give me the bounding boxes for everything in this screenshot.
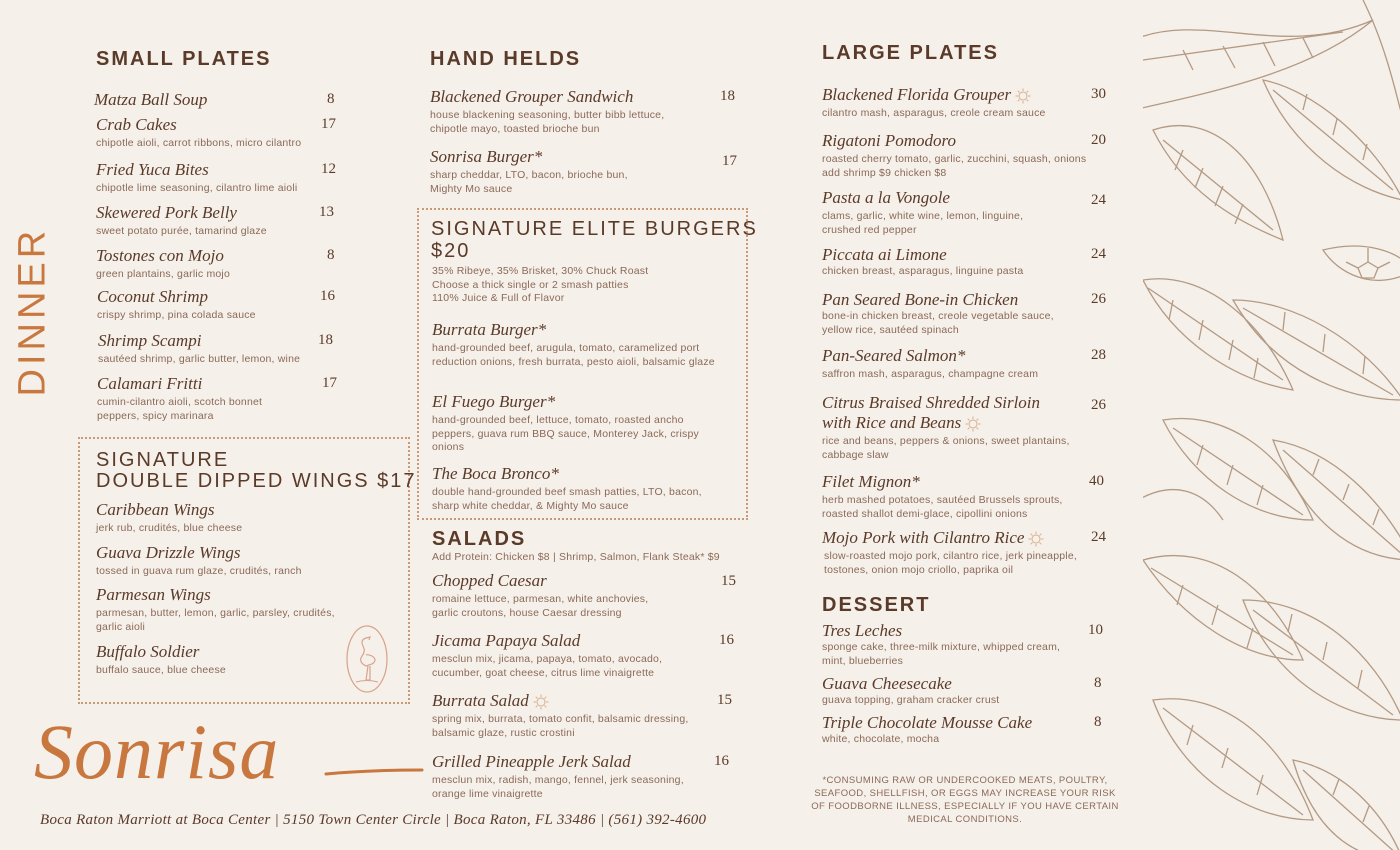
sonrisa-logo	[26, 706, 426, 792]
leaf-pattern-icon	[1143, 0, 1400, 850]
item-name: Fried Yuca Bites	[96, 160, 209, 179]
item-price: 24	[1091, 192, 1106, 208]
item-name: Citrus Braised Shredded Sirloin	[822, 393, 1041, 412]
elite-title-line2: $20	[431, 240, 471, 262]
item-description: cilantro mash, asparagus, creole cream sauce	[822, 107, 1046, 119]
item-description: crispy shrimp, pina colada sauce	[97, 309, 256, 321]
item-description: hand-grounded beef, arugula, tomato, caramelized port reduction onions, fresh burrata, pesto aioli, balsamic glaze	[432, 342, 715, 368]
item-name: Burrata Burger*	[432, 320, 547, 339]
item-price: 18	[720, 88, 735, 104]
item-description: slow-roasted mojo pork, cilantro rice, jerk pineapple, tostones, onion mojo criollo, paprika oil	[824, 550, 1077, 576]
item-price: 16	[320, 288, 335, 304]
item-name: Grilled Pineapple Jerk Salad	[432, 752, 631, 771]
item-name: Rigatoni Pomodoro	[822, 131, 956, 150]
item-description: parmesan, butter, lemon, garlic, parsley, crudités, garlic aioli	[96, 607, 335, 633]
item-description: rice and beans, peppers & onions, sweet plantains, cabbage slaw	[822, 435, 1070, 461]
item-name-text: Blackened Florida Grouper	[822, 85, 1012, 104]
dinner-vertical-title: DINNER	[11, 226, 54, 397]
item-description: guava topping, graham cracker crust	[822, 694, 1000, 706]
menu-item	[432, 320, 732, 369]
item-price: 15	[717, 692, 732, 708]
wings-title	[96, 450, 417, 492]
item-price: 8	[1094, 675, 1102, 691]
item-name: Pan Seared Bone-in Chicken	[822, 290, 1019, 309]
item-description: sponge cake, three-milk mixture, whipped cream, mint, blueberries	[822, 641, 1061, 667]
item-name-text: Burrata Salad	[432, 691, 529, 710]
item-description: mesclun mix, jicama, papaya, tomato, avocado, cucumber, goat cheese, citrus lime vinaigrette	[432, 653, 663, 679]
item-name	[822, 528, 1112, 548]
menu-item	[96, 160, 341, 196]
large-plates-section	[822, 42, 999, 65]
hand-helds-section	[430, 48, 581, 71]
elite-intro	[432, 265, 648, 306]
item-name: Triple Chocolate Mousse Cake	[822, 713, 1033, 732]
dessert-section	[822, 594, 930, 617]
item-price: 24	[1091, 246, 1106, 262]
hand-helds-title: HAND HELDS	[430, 48, 582, 70]
item-price: 28	[1091, 347, 1106, 363]
item-price: 15	[721, 573, 736, 589]
item-price: 8	[327, 247, 335, 263]
menu-item	[432, 631, 742, 680]
elite-burgers-title	[431, 218, 758, 262]
menu-item	[432, 691, 742, 740]
item-name: Piccata ai Limone	[822, 245, 947, 264]
item-name: Shrimp Scampi	[98, 331, 202, 350]
item-description: clams, garlic, white wine, lemon, linguine, crushed red pepper	[822, 210, 1024, 236]
item-price: 20	[1091, 132, 1106, 148]
item-price: 17	[722, 153, 737, 169]
item-description: roasted cherry tomato, garlic, zucchini, squash, onions	[822, 153, 1087, 165]
menu-item	[822, 85, 1112, 121]
item-description: sharp cheddar, LTO, bacon, brioche bun, Mighty Mo sauce	[430, 169, 628, 195]
item-description: green plantains, garlic mojo	[96, 268, 231, 280]
item-description: buffalo sauce, blue cheese	[96, 664, 226, 676]
menu-item	[96, 246, 341, 282]
item-price: 16	[714, 753, 729, 769]
item-name: Pan-Seared Salmon*	[822, 346, 966, 365]
item-description: house blackening seasoning, butter bibb lettuce, chipotle mayo, toasted brioche bun	[430, 109, 665, 135]
item-price: 26	[1091, 397, 1106, 413]
item-name-text: with Rice and Beans	[822, 413, 962, 432]
item-name	[432, 691, 742, 711]
menu-item	[94, 90, 339, 110]
item-name: Guava Drizzle Wings	[96, 543, 241, 562]
item-description: double hand-grounded beef smash patties, LTO, bacon, sharp white cheddar, & Mighty Mo sauce	[432, 486, 702, 512]
menu-item	[97, 287, 342, 323]
menu-item	[822, 393, 1112, 462]
item-description: chipotle lime seasoning, cilantro lime aioli	[96, 182, 298, 194]
menu-item	[822, 131, 1117, 180]
menu-item	[822, 674, 1112, 708]
item-name: Buffalo Soldier	[96, 642, 200, 661]
wings-title-line2: DOUBLE DIPPED WINGS $17	[96, 470, 417, 492]
menu-item	[822, 528, 1112, 577]
item-description: sweet potato purée, tamarind glaze	[96, 225, 267, 237]
item-name: Chopped Caesar	[432, 571, 547, 590]
item-name: Blackened Grouper Sandwich	[430, 87, 634, 106]
item-price: 16	[719, 632, 734, 648]
item-description: chicken breast, asparagus, linguine pasta	[822, 265, 1024, 277]
item-price: 30	[1091, 86, 1106, 102]
item-name: Filet Mignon*	[822, 472, 920, 491]
logo-text: Sonrisa	[34, 708, 280, 792]
menu-item	[432, 752, 742, 801]
item-price: 24	[1091, 529, 1106, 545]
menu-item	[822, 346, 1112, 382]
menu-item	[430, 147, 740, 196]
item-name: Coconut Shrimp	[97, 287, 208, 306]
elite-intro-line: 35% Ribeye, 35% Brisket, 30% Chuck Roast	[432, 265, 649, 277]
item-name: Tostones con Mojo	[96, 246, 224, 265]
menu-item	[432, 464, 732, 513]
item-name: Sonrisa Burger*	[430, 147, 543, 166]
dessert-title: DESSERT	[822, 594, 931, 616]
item-description: saffron mash, asparagus, champagne cream	[822, 368, 1039, 380]
item-description: mesclun mix, radish, mango, fennel, jerk seasoning, orange lime vinaigrette	[432, 774, 684, 800]
menu-item	[822, 621, 1112, 668]
wings-title-line1: SIGNATURE	[96, 449, 230, 471]
item-description: herb mashed potatoes, sautéed Brussels sprouts, roasted shallot demi-glace, cipollini onions	[822, 494, 1063, 520]
sunburst-icon	[965, 416, 981, 432]
flamingo-icon	[344, 624, 390, 694]
item-name: Pasta a la Vongole	[822, 188, 950, 207]
item-description: hand-grounded beef, lettuce, tomato, roasted ancho peppers, guava rum BBQ sauce, Monterey Jack, crispy onions	[432, 414, 699, 453]
disclaimer: *CONSUMING RAW OR UNDERCOOKED MEATS, POULTRY, SEAFOOD, SHELLFISH, OR EGGS MAY INCREASE YOUR RISK OF FOODBORNE ILLNESS, ESPECIALLY IF YOU HAVE CERTAIN MEDICAL CONDITIONS.	[811, 775, 1119, 825]
salads-section	[432, 528, 526, 551]
item-name-line2	[822, 413, 1112, 433]
item-description: jerk rub, crudités, blue cheese	[96, 522, 243, 534]
small-plates-title: SMALL PLATES	[96, 48, 272, 70]
elite-intro-line: Choose a thick single or 2 smash patties	[432, 278, 629, 291]
large-plates-title: LARGE PLATES	[822, 42, 999, 64]
menu-item	[822, 245, 1112, 279]
item-price: 40	[1089, 473, 1104, 489]
menu-item	[96, 543, 396, 579]
item-price: 13	[319, 204, 334, 220]
item-name: Crab Cakes	[96, 115, 177, 134]
menu-item	[430, 87, 740, 136]
item-name: The Boca Bronco*	[432, 464, 559, 483]
salads-protein: Add Protein: Chicken $8 | Shrimp, Salmon, Flank Steak* $9	[432, 551, 720, 563]
item-name: El Fuego Burger*	[432, 392, 556, 411]
menu-item	[432, 571, 742, 620]
item-description: tossed in guava rum glaze, crudités, ranch	[96, 565, 302, 577]
menu-item	[822, 713, 1112, 747]
menu-item	[96, 500, 396, 536]
item-name: Caribbean Wings	[96, 500, 215, 519]
item-name: Skewered Pork Belly	[96, 203, 237, 222]
item-name	[822, 85, 1112, 105]
sunburst-icon	[1028, 531, 1044, 547]
menu-item	[96, 203, 341, 239]
item-name: Matza Ball Soup	[94, 90, 208, 109]
item-price: 26	[1091, 291, 1106, 307]
item-price: 8	[327, 91, 335, 107]
item-price: 17	[321, 116, 336, 132]
sunburst-icon	[1015, 88, 1031, 104]
item-price: 18	[318, 332, 333, 348]
item-name: Tres Leches	[822, 621, 903, 640]
item-description: white, chocolate, mocha	[822, 733, 940, 745]
item-price: 8	[1094, 714, 1102, 730]
item-name: Calamari Fritti	[97, 374, 203, 393]
footer-address: Boca Raton Marriott at Boca Center | 5150 Town Center Circle | Boca Raton, FL 33486 | (561) 392-4600	[40, 812, 707, 828]
item-description: romaine lettuce, parmesan, white anchovies, garlic croutons, house Caesar dressing	[432, 593, 649, 619]
menu-item	[98, 331, 343, 367]
item-name: Jicama Papaya Salad	[432, 631, 581, 650]
menu-item	[822, 188, 1112, 237]
elite-title-line1: SIGNATURE ELITE BURGERS	[431, 218, 758, 240]
sunburst-icon	[533, 694, 549, 710]
menu-item	[432, 392, 732, 455]
elite-intro-line: 110% Juice & Full of Flavor	[432, 292, 565, 304]
item-description: spring mix, burrata, tomato confit, balsamic dressing, balsamic glaze, rustic crostini	[432, 713, 689, 739]
menu-item	[822, 472, 1112, 521]
item-description: chipotle aioli, carrot ribbons, micro cilantro	[96, 137, 302, 149]
small-plates-section	[96, 48, 271, 71]
item-description: sautéed shrimp, garlic butter, lemon, wine	[98, 353, 301, 365]
item-name: Guava Cheesecake	[822, 674, 952, 693]
item-price: 12	[321, 161, 336, 177]
item-price: 17	[322, 375, 337, 391]
leaf-illustration-panel	[1143, 0, 1400, 850]
item-description-extra: add shrimp $9 chicken $8	[822, 166, 947, 179]
item-description: cumin-cilantro aioli, scotch bonnet peppers, spicy marinara	[97, 396, 263, 422]
salads-title: SALADS	[432, 528, 527, 550]
item-name: Parmesan Wings	[96, 585, 211, 604]
menu-item	[822, 290, 1112, 337]
item-price: 10	[1088, 622, 1103, 638]
menu-item	[96, 115, 341, 151]
item-description: bone-in chicken breast, creole vegetable sauce, yellow rice, sautéed spinach	[822, 310, 1054, 336]
item-name-text: Mojo Pork with Cilantro Rice	[822, 528, 1025, 547]
menu-item	[97, 374, 342, 423]
